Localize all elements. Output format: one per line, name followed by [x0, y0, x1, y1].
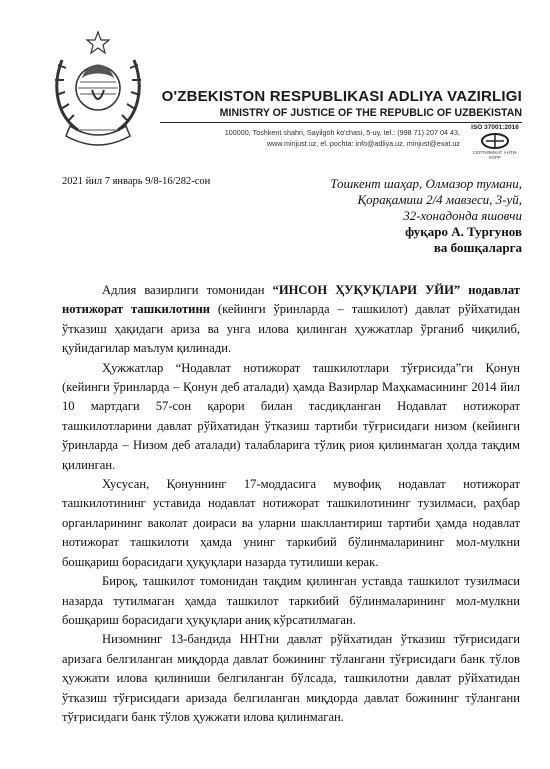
- letterhead: [152, 88, 522, 119]
- addressee-line: Қорақамиш 2/4 мавзеси, 3-уй,: [357, 192, 522, 207]
- paragraph-1: [62, 281, 520, 359]
- header-divider: [160, 122, 522, 123]
- paragraph-3: Хусусан, Қонуннинг 17-моддасига мувофиқ нодавлат нотижорат ташкилотининг уставида нодавлат нотижорат ташкилотининг тузилмаси, раҳбар органларининг ваколат доираси ва уларни шакллантириш тартиби ҳамда нодавлат нотижорат ташкилоти ҳамда унинг таркибий бўлинмаларининг мол-мулкни бошқариш борасидаги ҳуқуқлари назарда тутилиши керак.: [62, 477, 520, 569]
- address-line: 100000, Toshkent shahri, Sayilgoh ko'chasi, 5-uy, tel.: (998 71) 207 04 43,: [224, 128, 460, 137]
- addressee-line: ва бошқаларга: [433, 240, 522, 255]
- addressee-line: Тошкент шаҳар, Олмазор тумани,: [330, 176, 522, 191]
- iso-caption: СЕРТИФИКАТ АНТИ-КОРР: [472, 150, 518, 160]
- iso-label: ISO 37001:2016: [471, 124, 519, 131]
- p1-intro: Адлия вазирлиги томонидан: [102, 283, 273, 297]
- organization-name: “ИНСОН ҲУҚУҚЛАРИ УЙИ” нодавлат нотижорат ташкилотини: [62, 283, 520, 317]
- p1-rest: (кейинги ўринларда – ташкилот) давлат рўйхатидан ўтказиш ҳақидаги ариза ва унга илова қилинган ҳужжатлар ўрганиб чиқилиб, қуйидагилар маълум қилинади.: [62, 302, 521, 356]
- letter-body: [62, 281, 520, 727]
- contact-info: [160, 127, 460, 149]
- addressee-block: [222, 176, 522, 256]
- iso-certification: [468, 124, 522, 160]
- ministry-name-uz: O'ZBEKISTON RESPUBLIKASI ADLIYA VAZIRLIGI: [161, 88, 522, 105]
- paragraph-4: Бироқ, ташкилот томонидан тақдим қилинган уставда ташкилот тузилмаси назарда тутилмаган ҳамда ташкилот таркибий бўлинмаларининг мол-мулкни бошқариш борасидаги ҳуқуқлари аниқ кўрсатилмаган.: [62, 574, 520, 627]
- iso-logo-icon: [480, 132, 510, 150]
- web-line: www.minjust.uz, el. pochta: info@adliya.uz, minjust@exat.uz: [266, 139, 460, 148]
- addressee-line: 32-хонадонда яшовчи: [403, 208, 522, 223]
- outgoing-reference: 2021 йил 7 январь 9/8-16/282-сон: [62, 176, 211, 187]
- addressee-name: фуқаро А. Тургунов: [405, 224, 522, 239]
- state-emblem-icon: [48, 30, 148, 150]
- paragraph-5: Низомнинг 13-бандида ННТни давлат рўйхатидан ўтказиш тўғрисидаги аризага белгиланган миқдорда давлат божининг тўлангани тўғрисидаги банк тўлов ҳужжати илова қилиниши белгиланган бўлсада, ташкилотни давлат рўйхатидан ўтказиш тўғрисидаги аризада белгиланган миқдорда давлат божининг тўлангани тўғрисидаги банк тўлов ҳужжати илова қилинмаган.: [62, 632, 520, 724]
- ministry-name-en: MINISTRY OF JUSTICE OF THE REPUBLIC OF UZBEKISTAN: [219, 107, 522, 119]
- paragraph-2: Ҳужжатлар “Нодавлат нотижорат ташкилотлари тўғрисида”ги Қонун (кейинги ўринларда – Қонун деб аталади) ҳамда Вазирлар Маҳкамасининг 2014 йил 10 мартдаги 57-сон қарори билан тасдиқланган Нодавлат нотижорат ташкилотларини давлат рўйхатидан ўтказиш тартиби тўғрисидаги низом (кейинги ўринларда – Низом деб аталади) талабларига тўлиқ риоя қилинмаган ҳолда тақдим қилинган.: [62, 360, 520, 472]
